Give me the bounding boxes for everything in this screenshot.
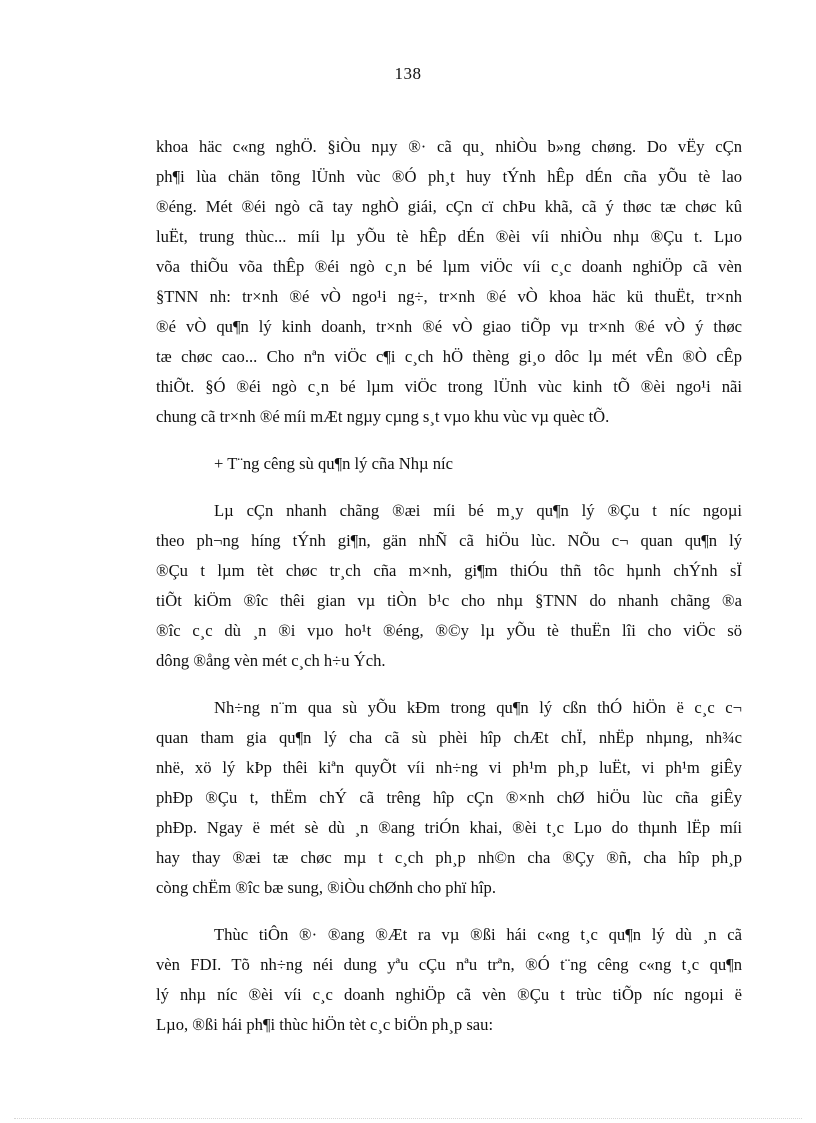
text-line: phÐp ®Çu t, thËm chÝ cã trêng hîp cÇn ®×nh chØ hiÖu lùc cña giÊy [156, 788, 742, 807]
text-line: tiÕt kiÖm ®îc thêi gian vµ tiÒn b¹c cho nhµ §TNN do nhanh chãng ®a [156, 591, 742, 610]
text-line: ®Çu t lµm tèt chøc tr¸ch cña m×nh, gi¶m thiÓu thñ tôc hµnh chÝnh sÏ [156, 561, 742, 580]
text-line: ®é vÒ qu¶n lý kinh doanh, tr×nh ®é vÒ giao tiÕp vµ tr×nh ®é vÒ ý thøc [156, 317, 742, 336]
text-line: ®îc c¸c dù ¸n ®i vµo ho¹t ®éng, ®©y lµ yÕu tè thuËn lîi cho viÖc sö [156, 621, 742, 640]
text-line: Nh÷ng n¨m qua sù yÕu kÐm trong qu¶n lý cßn thÓ hiÖn ë c¸c c¬ [214, 698, 742, 717]
section-heading [156, 449, 742, 479]
text-line: võa thiÕu võa thÊp ®éi ngò c¸n bé lµm viÖc víi c¸c doanh nghiÖp cã vèn [156, 257, 742, 276]
paragraph-2 [156, 496, 742, 676]
text-line: tæ chøc cao... Cho nªn viÖc c¶i c¸ch hÖ thèng gi¸o dôc lµ mét vÊn ®Ò cÊp [156, 347, 742, 366]
page-number: 138 [394, 64, 422, 83]
page-bottom-rule [14, 1118, 802, 1119]
text-line: phÐp. Ngay ë mét sè dù ¸n ®ang triÓn khai, ®èi t¸c Lµo do thµnh lËp míi [156, 818, 742, 837]
text-line: ph¶i lùa chän tõng lÜnh vùc ®Ó ph¸t huy tÝnh hÊp dÉn cña yÕu tè lao [156, 167, 742, 186]
paragraph-3 [156, 693, 742, 903]
text-line: chung cã tr×nh ®é míi mÆt ngµy cµng s¸t vµo khu vùc vµ quèc tÕ. [156, 407, 610, 426]
text-line: §TNN nh: tr×nh ®é vÒ ngo¹i ng÷, tr×nh ®é vÒ khoa häc kü thuËt, tr×nh [156, 287, 742, 306]
text-line: luËt, trung thùc... míi lµ yÕu tè hÊp dÉn ®èi víi nhiÒu nhµ ®Çu t. Lµo [156, 227, 742, 246]
heading-text: + T¨ng cêng sù qu¶n lý cña Nhµ níc [214, 454, 454, 473]
text-line: Lµ cÇn nhanh chãng ®æi míi bé m¸y qu¶n lý ®Çu t níc ngoµi [214, 501, 742, 520]
text-line: dông ®ång vèn mét c¸ch h÷u Ých. [156, 651, 386, 670]
text-line: ®éng. Mét ®éi ngò cã tay nghÒ giái, cÇn cï chÞu khã, cã ý thøc tæ chøc kû [156, 197, 742, 216]
body-text [156, 132, 742, 1040]
text-line: khoa häc c«ng nghÖ. §iÒu nµy ®· cã qu¸ nhiÒu b»ng chøng. Do vËy cÇn [156, 137, 742, 156]
text-line: còng chËm ®îc bæ sung, ®iÒu chØnh cho phï hîp. [156, 878, 496, 897]
text-line: nhë, xö lý kÞp thêi kiªn quyÕt víi nh÷ng vi ph¹m ph¸p luËt, vi ph¹m giÊy [156, 758, 742, 777]
text-line: theo ph¬ng híng tÝnh gi¶n, gän nhÑ cã hiÖu lùc. NÕu c¬ quan qu¶n lý [156, 531, 742, 550]
text-line: quan tham gia qu¶n lý cha cã sù phèi hîp chÆt chÏ, nhËp nhµng, nh¾c [156, 728, 742, 747]
text-line: thiÕt. §Ó ®éi ngò c¸n bé lµm viÖc trong lÜnh vùc kinh tÕ ®èi ngo¹i nãi [156, 377, 742, 396]
text-line: vèn FDI. Tõ nh÷ng néi dung yªu cÇu nªu trªn, ®Ó t¨ng cêng c«ng t¸c qu¶n [156, 955, 742, 974]
text-line: hay thay ®æi tæ chøc mµ t c¸ch ph¸p nh©n cha ®Çy ®ñ, cha hîp ph¸p [156, 848, 742, 867]
text-line: Thùc tiÔn ®· ®ang ®Æt ra vµ ®ßi hái c«ng t¸c qu¶n lý dù ¸n cã [214, 925, 742, 944]
paragraph-4 [156, 920, 742, 1040]
paragraph-1 [156, 132, 742, 432]
text-line: Lµo, ®ßi hái ph¶i thùc hiÖn tèt c¸c biÖn ph¸p sau: [156, 1015, 494, 1034]
text-line: lý nhµ níc ®èi víi c¸c doanh nghiÖp cã vèn ®Çu t trùc tiÕp níc ngoµi ë [156, 985, 742, 1004]
